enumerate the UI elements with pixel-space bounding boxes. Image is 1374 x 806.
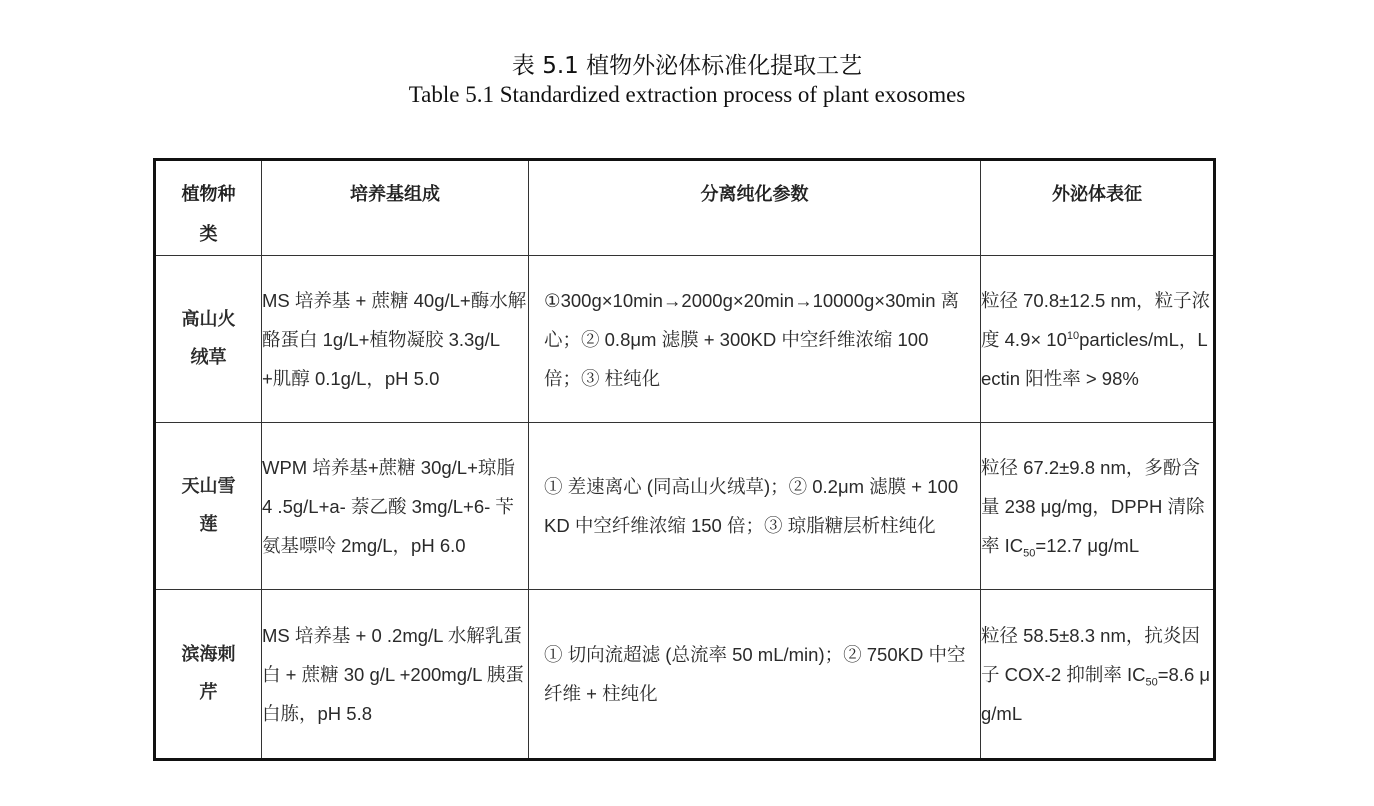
table-row — [155, 423, 1215, 590]
header-plant-species: 植物种类 — [155, 160, 262, 256]
cell-species: 天山雪莲 — [155, 423, 262, 590]
table-row — [155, 256, 1215, 423]
table-caption-chinese: 表 5.1 植物外泌体标准化提取工艺 — [511, 53, 863, 79]
subscript: 50 — [1023, 547, 1036, 560]
cell-medium: MS 培养基 + 蔗糖 40g/L+酶水解酪蛋白 1g/L+植物凝胶 3.3g/L+肌醇 0.1g/L，pH 5.0 — [262, 256, 529, 423]
cell-characterization — [981, 256, 1215, 423]
extraction-process-table — [153, 158, 1216, 761]
characterization-text: 粒径 70.8±12.5 nm，粒子浓度 4.9× 10 — [981, 289, 1211, 350]
cell-purification: ① 差速离心 (同高山火绒草)；② 0.2μm 滤膜 + 100KD 中空纤维浓缩 150 倍；③ 琼脂糖层析柱纯化 — [529, 423, 981, 590]
characterization-text: 粒径 58.5±8.3 nm，抗炎因子 COX-2 抑制率 IC — [981, 624, 1200, 685]
table-header-row — [155, 160, 1215, 256]
cell-medium: MS 培养基 + 0 .2mg/L 水解乳蛋白 + 蔗糖 30 g/L +200mg/L 胰蛋白胨，pH 5.8 — [262, 590, 529, 760]
table-caption-english: Table 5.1 Standardized extraction process of plant exosomes — [408, 82, 966, 107]
header-exosome-characterization: 外泌体表征 — [981, 160, 1215, 256]
cell-characterization — [981, 590, 1215, 760]
characterization-text: =12.7 μg/mL — [1035, 534, 1140, 556]
header-medium-composition: 培养基组成 — [262, 160, 529, 256]
header-purification-parameters: 分离纯化参数 — [529, 160, 981, 256]
exponent: 10 — [1066, 329, 1080, 342]
cell-purification: ①300g×10min→2000g×20min→10000g×30min 离心；② 0.8μm 滤膜 + 300KD 中空纤维浓缩 100 倍；③ 柱纯化 — [529, 256, 981, 423]
characterization-text: 粒径 67.2±9.8 nm，多酚含量 238 μg/mg，DPPH 清除率 IC — [981, 456, 1205, 556]
cell-species: 滨海刺芹 — [155, 590, 262, 760]
cell-purification: ① 切向流超滤 (总流率 50 mL/min)；② 750KD 中空纤维 + 柱纯化 — [529, 590, 981, 760]
cell-medium: WPM 培养基+蔗糖 30g/L+琼脂 4 .5g/L+a- 萘乙酸 3mg/L+6- 苄氨基嘌呤 2mg/L，pH 6.0 — [262, 423, 529, 590]
table-row — [155, 590, 1215, 760]
subscript: 50 — [1145, 676, 1158, 689]
characterization-text: =8.6 μg/mL — [981, 663, 1211, 724]
characterization-text: particles/mL，Lectin 阳性率 > 98% — [981, 328, 1208, 389]
cell-characterization — [981, 423, 1215, 590]
cell-species: 高山火绒草 — [155, 256, 262, 423]
